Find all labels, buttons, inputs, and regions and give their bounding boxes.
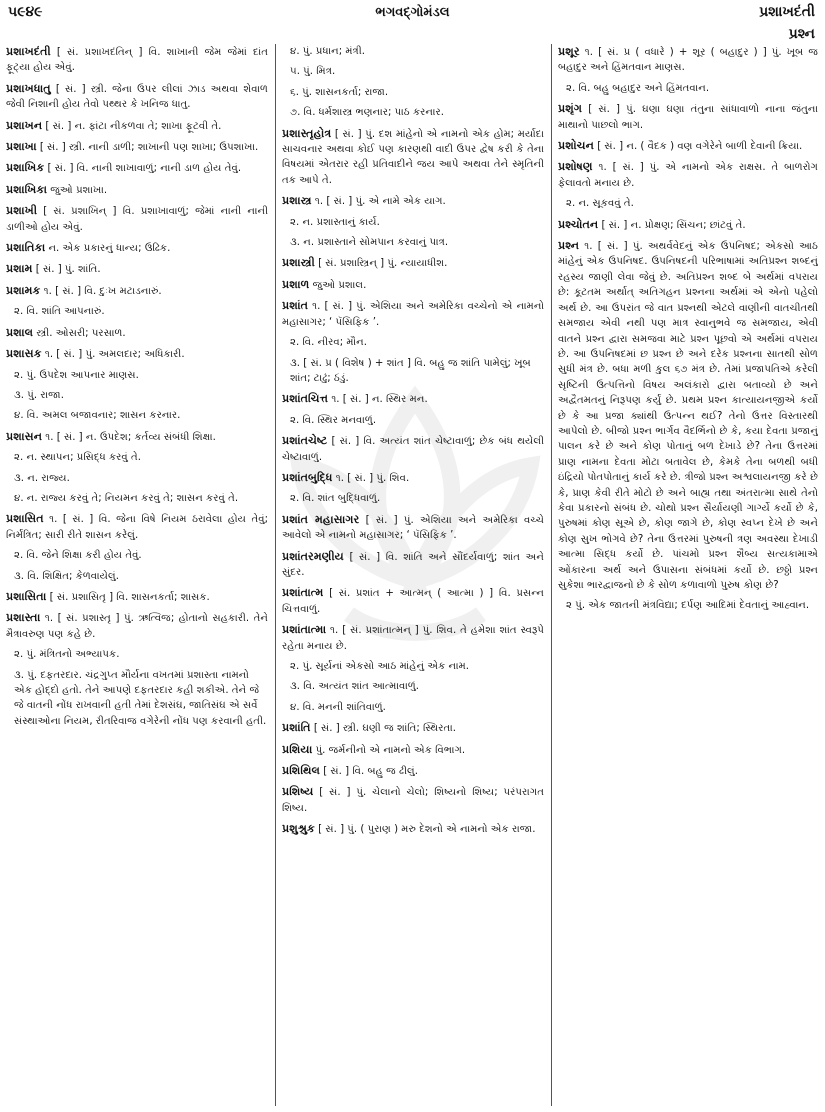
dictionary-entry xyxy=(558,238,818,593)
dictionary-entry xyxy=(282,255,544,271)
definition-text: ૧. [ સં. ] વિ. દુઃખ મટાડનારું. xyxy=(40,285,162,297)
definition-text: [ સં. ] સ્ત્રી. ઘણી જ શાંતિ; સ્થિરતા. xyxy=(310,723,456,735)
definition-text: [ સં. ] પું. ( પુરાણ ) મરુ દેશનો એ નામનો એક રાજા. xyxy=(314,824,536,836)
headword: પ્રશ્ચોતન xyxy=(558,217,599,231)
sub-sense: ૩. પું. દફતરદાર. ચંદ્રગુપ્ત મૌર્યના વખતમાં પ્રશાસ્તા નામનો એક હોદ્દો હતો. તેને આપણે દફતરદાર કહી શકીએ. તેને જે જે વાતની નોંધ રાખવાની હતી તેમાં દેશસંઘ, જાતિસંઘ એ સર્વે સંસ્થાઓના નિયમ, રીતરિવાજ વગેરેની નોંધ પણ કરવાની હતી. xyxy=(14,669,267,727)
dictionary-entry xyxy=(6,261,268,277)
dictionary-entry xyxy=(6,283,268,299)
definition-text: જુઓ પ્રશાલ. xyxy=(309,279,367,291)
headword: પ્રશાસ્તા xyxy=(6,611,41,625)
dictionary-entry xyxy=(6,81,268,113)
headword: પ્રશાસિતા xyxy=(6,589,47,603)
definition-text: [ સં. પ્રશાખિન્ ] વિ. પ્રશાખાવાળું; જેમાં નાની નાની ડાળીઓ હોય એવું. xyxy=(6,206,268,233)
sub-sense: ૨. ન. સ્થાપન; પ્રસિદ્ધ કરવું તે. xyxy=(14,452,141,464)
headword: પ્રશાખધાતુ xyxy=(6,81,51,95)
guide-word-end: પ્રશ્ન xyxy=(788,26,815,42)
definition-text: [ સં. પ્રશાખદંતિન્ ] વિ. શાખાની જેમ જેમાં દાંત ફૂટ્યા હોય એવું. xyxy=(6,47,268,74)
headword: પ્રશૃંગ xyxy=(558,102,583,116)
dictionary-entry xyxy=(6,589,268,605)
definition-text: [ સં. ] પું. શાંતિ. xyxy=(32,264,101,276)
dictionary-entry xyxy=(282,277,544,293)
headword: પ્રશાંતચિત્ત xyxy=(282,392,329,406)
sub-sense: ૬. પું. શાસનકર્તા; રાજા. xyxy=(290,86,389,98)
headword: પ્રશિષ્ય xyxy=(282,785,314,799)
headword: પ્રશાલ xyxy=(6,325,34,339)
definition-text: [ સં. ] વિ. અત્યંત શાંત ચેષ્ટાવાળું; છેક બંધ થયેલી ચેષ્ટાવાળું. xyxy=(282,436,544,463)
dictionary-column-2 xyxy=(282,44,544,1108)
dictionary-entry xyxy=(282,622,544,654)
sub-sense: ૩. ન. પ્રશાસ્તાને સોમપાન કરવાનું પાત્ર. xyxy=(290,237,449,249)
definition-text: ૧. [ સં. ] પું. એ નામનો એક રાક્ષસ. તે બાળરોગ ફેલાવતો મનાય છે. xyxy=(558,162,818,189)
headword: પ્રશાસિત xyxy=(6,512,44,526)
definition-text: જુઓ પ્રશાખા. xyxy=(47,184,108,196)
page-number: ૫૯૪૯ xyxy=(8,4,43,20)
headword: પ્રશાંતાત્મ xyxy=(282,586,324,600)
dictionary-entry xyxy=(282,742,544,758)
headword: પ્રશાંત મહાસાગર xyxy=(282,512,360,526)
definition-text: ૧. [ સં. ] પું. શિવ. xyxy=(332,472,410,484)
headword: પ્રશિથિલ xyxy=(282,764,320,778)
dictionary-entry xyxy=(282,720,544,736)
definition-text: ૧. [ સં. ] પું. એશિયા અને અમેરિકા વચ્ચેનો એ નામનો મહાસાગર; ‘ પૅસિફિક ’. xyxy=(282,301,544,328)
dictionary-entry xyxy=(282,585,544,617)
column-divider xyxy=(551,44,552,1106)
headword: પ્રશાંતરમણીય xyxy=(282,549,344,563)
guide-word-start: પ્રશાખદંતી xyxy=(759,4,815,20)
definition-text: [ સં. ] ન. ફાંટા નીકળવા તે; શાખા ફૂટવી તે. xyxy=(42,120,222,132)
dictionary-entry xyxy=(282,193,544,209)
definition-text: ૧. [ સં. પ્રશાંતાત્મન્ ] પું. શિવ. તે હમેશા શાંત સ્વરૂપે રહેતા મનાય છે. xyxy=(282,625,544,652)
headword: પ્રશાસન xyxy=(6,429,43,443)
headword: પ્રશામક xyxy=(6,283,41,297)
sub-sense: ૪. ન. રાજ્ય કરવું તે; નિયમન કરવું તે; શાસન કરવું તે. xyxy=(14,492,239,504)
sub-sense: ૨ પું. એક જાતની મંત્રવિદ્યા; દર્પણ આદિમાં દેવતાનું આહ્વાન. xyxy=(566,600,810,612)
definition-text: [ સં. ] ન. પ્રોક્ષણ; સિંચન; છાંટવું તે. xyxy=(598,219,746,231)
definition-text: પું. જર્મનીનો એ નામનો એક વિભાગ. xyxy=(312,744,466,756)
sub-sense: ૩. ન. રાજ્ય. xyxy=(14,472,70,484)
dictionary-entry xyxy=(6,346,268,362)
dictionary-entry xyxy=(6,182,268,198)
definition-text: [ સં. ] વિ. નાની શાખાવાળું; નાની ડાળ હોય તેવું. xyxy=(44,163,242,175)
definition-text: [ સં. ] સ્ત્રી. જેના ઉપર લીલાં ઝાડ અથવા શેવાળ જેવી નિશાની હોય તેવો પથ્થર કે ખનિજ ધાતુ. xyxy=(6,83,268,111)
sub-sense: ૫. પું. મિત્ર. xyxy=(290,66,336,78)
dictionary-entry xyxy=(282,549,544,581)
headword: પ્રશાસક xyxy=(6,347,42,361)
definition-text: ૧. [ સં. ] ન. ઉપદેશ; કર્તવ્ય સંબંધી શિક્ષા. xyxy=(42,431,216,443)
definition-text: [ સં. ] પું. એશિયા અને અમેરિકા વચ્ચે આવેલો એ નામનો મહાસાગર; ‘ પૅસિફિક ’. xyxy=(282,514,544,542)
dictionary-entry xyxy=(6,44,268,76)
headword: પ્રશાંતાત્મા xyxy=(282,623,327,637)
definition-text: ૧. [ સં. ] વિ. જેના વિષે નિયમ ઠરાવેલા હોય તેવું; નિર્મંત્રિત; સારી રીતે શાસન કરેલું. xyxy=(6,514,268,541)
definition-text: [ સં. પ્રશાસ્ત્રિન્ ] પું. ન્યાયાધીશ. xyxy=(314,258,448,270)
headword: પ્રશૂર xyxy=(558,45,580,58)
sub-sense: ૨. ન. સૂકવવું તે. xyxy=(566,198,634,210)
sub-sense: ૨. વિ. સ્થિર મનવાળું. xyxy=(290,414,377,426)
dictionary-column-3 xyxy=(558,44,818,1108)
headword: પ્રશ્ન xyxy=(558,239,580,253)
definition-text: ૧. [ સં. ] પું. એ નામે એક યાગ. xyxy=(311,196,446,208)
headword: પ્રશાંતબુદ્ધિ xyxy=(282,470,333,484)
sub-sense: ૨. વિ. શાંતિ આપનારું. xyxy=(14,306,105,318)
dictionary-entry xyxy=(282,391,544,407)
definition-text: [ સં. ] ન. ( વૈદક ) વણ વગેરેને બાળી દેવાની ક્રિયા. xyxy=(593,141,803,153)
definition-text: [ સં. પ્રશાસિતૃ ] વિ. શાસનકર્તા; શાસક. xyxy=(46,591,210,603)
definition-text: [ સં. ] સ્ત્રી. નાની ડાળી; શાખાની પણ શાખા; ઉપશાખા. xyxy=(36,142,259,154)
sub-sense: ૩. વિ. શિક્ષિત; કેળવાયેલું. xyxy=(14,570,119,582)
dictionary-entry xyxy=(6,610,268,642)
headword: પ્રશાસ્ત્ર xyxy=(282,194,312,208)
dictionary-entry xyxy=(6,139,268,155)
definition-text: [ સં. ] પું. ઘણા ઘણા તંતુના સાંધાવાળો નાના જંતુના માથાનો પાછલો ભાગ. xyxy=(558,104,818,131)
headword: પ્રશાખિકા xyxy=(6,182,47,196)
headword: પ્રશાખા xyxy=(6,140,37,154)
headword: પ્રશાખી xyxy=(6,204,38,218)
definition-text: ન. એક પ્રકારનું ધાન્ય; ઉઢિક. xyxy=(45,243,171,255)
definition-text: [ સં. ] પું. દશ માંહેનો એ નામનો એક હોમ; મર્યાદા સાચવનાર અથવા કોઈ પણ કારણથી વાદી ઉપર દ્વેષ કરી કે તેના વિષયમાં એતરાર રહી પ્રતિવાદીને જય આપે અથવા તેને સ્મૃતિની તક આપે તે. xyxy=(282,128,544,186)
headword: પ્રશિયા xyxy=(282,742,313,756)
sub-sense: ૪. વિ. મનની શાંતિવાળું. xyxy=(290,701,386,713)
sub-sense: ૩. [ સં. પ્ર ( વિશેષ ) + શાંત ] વિ. બહુ જ શાંતિ પામેલું; ખૂબ શાંત; ટાઢું; ઠંડું. xyxy=(290,357,531,384)
dictionary-entry xyxy=(282,821,544,837)
dictionary-entry xyxy=(282,470,544,486)
dictionary-entry xyxy=(282,298,544,330)
dictionary-entry xyxy=(6,160,268,176)
headword: પ્રશોષણ xyxy=(558,160,593,174)
dictionary-entry xyxy=(6,203,268,235)
dictionary-entry xyxy=(6,429,268,445)
dictionary-entry xyxy=(558,159,818,191)
headword: પ્રશાખન xyxy=(6,118,43,132)
headword: પ્રશાંતચેષ્ટ xyxy=(282,434,328,448)
column-divider xyxy=(275,44,276,1106)
headword: પ્રશુશ્રુક xyxy=(282,822,315,836)
headword: પ્રશામ xyxy=(6,262,33,276)
definition-text: [ સં. ] વિ. શાંતિ અને સૌંદર્યવાળું; શાંત અને સુંદર. xyxy=(282,551,544,578)
dictionary-entry xyxy=(6,118,268,134)
dictionary-entry xyxy=(282,126,544,189)
sub-sense: ૭. વિ. ધર્મશાસ્ત્ર ભણનાર; પાઠ કરનાર. xyxy=(290,107,444,119)
sub-sense: ૨. પું. સૂર્યનાં એકસો આઠ માંહેનું એક નામ. xyxy=(290,661,470,672)
dictionary-entry xyxy=(6,240,268,256)
headword: પ્રશાંતિ xyxy=(282,721,311,735)
headword: પ્રશાખદંતી xyxy=(6,45,51,58)
headword: પ્રશાંત xyxy=(282,299,309,313)
definition-text: ૧. [ સં. ] પું. અથર્વવેદનું એક ઉપનિષદ; એકસો આઠ માંહેનું એક ઉપનિષદ. ઉપનિષદની પરિભાષામાં અતિપ્રશ્ન શબ્દનું રહસ્ય જાણી લેવા જેવું છે. અતિપ્રશ્ન શબ્દ બે અર્થમાં વપરાય છે: કૂટતમ અર્થાત્ અતિગહન પ્રશ્નના અર્થમાં એ એનો પહેલો અર્થ છે. આ ઉપરાંત જે વાત પ્રશ્નથી એટલે વાણીની વાતચીતથી સમજાય એવી નથી પણ માત્ર સ્વાનુભવે જ સમજાય, એવી વાતને પ્રશ્ન દ્વારા સમજવા માટે પ્રશ્ન પૂછવો એ અર્થમાં વપરાય છે. આ ઉપનિષદમાં છ પ્રશ્ન છે અને દરેક પ્રશ્નના સાતથી સોળ સુધી મંત્ર છે. બધા મળી કુલ ૬૭ મંત્ર છે. તેમાં પ્રજાપતિએ કરેલી સૃષ્ટિની ઉત્પત્તિનો વિષય અલંકારો દ્વારા બતાવ્યો છે અને અદ્વૈતમતનું નિરૂપણ કર્યું છે. પ્રથમ પ્રશ્ન કાત્યાયનજીએ કર્યો છે કે આ પ્રજા ક્યાંથી ઉત્પન્ન થઈ? તેનો ઉત્તર વિસ્તારથી આપેલો છે. બીજો પ્રશ્ન ભાર્ગવ વૈદર્ભિનો છે કે, કયા દેવતા પ્રજાનું પાલન કરે છે અને કોણ પોતાનું બળ દેખાડે છે? તેના ઉત્તરમાં પ્રાણ નામના દેવતા મોટા બતાવેલ છે, કેમકે તેના બળથી બધી ઇંદ્રિયો પોતપોતાનું કાર્ય કરે છે. ત્રીજો પ્રશ્ન અશ્વલાયનજી કરે છે કે, પ્રાણ કેવી રીતે મોટો છે અને બાહ્ય તથા અંતરાત્મા સાથે તેનો કેવા પ્રકારનો સંબંધ છે. ચોથો પ્રશ્ન સૈર્યાયણી ગાર્ગ્યે કર્યો છે કે, પુરુષમાં કોણ સૂએ છે, કોણ જાગે છે, કોણ સ્વપ્ન દેખે છે અને કોણ સુખ ભોગવે છે? તેના ઉત્તરમાં પુરુષની ત્રણ અવસ્થા દેખાડી આત્મા સિદ્ધ કર્યો છે. પાંચમો પ્રશ્ન શૈબ્ય સત્યકામાએ ઓંકારના અર્થ અને ઉપાસના સંબંધમાં કર્યો છે. છઠ્ઠો પ્રશ્ન સુકેશા ભારદ્વાજનો છે કે સોળ કળાવાળો પુરુષ કોણ છે? xyxy=(558,241,818,591)
book-title: ભગવદ્ગોમંડલ xyxy=(375,5,450,20)
dictionary-entry xyxy=(6,325,268,341)
headword: પ્રશાખિક xyxy=(6,161,45,175)
sub-sense: ૩. વિ. અત્યંત શાંત આત્માવાળું. xyxy=(290,681,420,693)
sub-sense: ૨. વિ. નીરવ; મૌન. xyxy=(290,337,368,349)
headword: પ્રશોચન xyxy=(558,139,594,153)
definition-text: ૧. [ સં. પ્રશાસ્તૃ ] પું. ઋત્વિજ; હોતાનો સહકારી. તેને મૈત્રાવરુણ પણ કહે છે. xyxy=(6,613,268,640)
dictionary-column-1 xyxy=(6,44,268,1108)
dictionary-entry xyxy=(282,784,544,816)
definition-text: [ સં. પ્રશાંત + આત્મન્ ( આત્મા ) ] વિ. પ્રસન્ન ચિત્તવાળું. xyxy=(282,588,544,615)
dictionary-entry xyxy=(282,512,544,544)
definition-text: સ્ત્રી. ઓસરી; પરસાળ. xyxy=(33,327,126,339)
definition-text: ૧. [ સં. ] ન. સ્થિર મન. xyxy=(328,394,428,406)
dictionary-entry xyxy=(558,138,818,154)
dictionary-entry xyxy=(6,511,268,543)
sub-sense: ૪. વિ. અમલ બજાવનાર; શાસન કરનાર. xyxy=(14,410,181,422)
sub-sense: ૨. વિ. શાંત બુદ્ધિવાળું. xyxy=(290,493,381,505)
sub-sense: ૨. ન. પ્રશાસ્તાનું કાર્ય. xyxy=(290,216,380,228)
sub-sense: ૩. પું. રાજા. xyxy=(14,389,64,401)
definition-text: ૧. [ સં. ] પું. અમલદાર; અધિકારી. xyxy=(41,349,185,361)
definition-text: [ સં. ] પું. ચેલાનો ચેલો; શિષ્યનો શિષ્ય; પરંપરાગત શિષ્ય. xyxy=(282,787,544,814)
dictionary-entry xyxy=(282,433,544,465)
sub-sense: ૨. વિ. જેને શિક્ષા કરી હોય તેવું. xyxy=(14,550,142,562)
dictionary-entry xyxy=(558,101,818,133)
page-header xyxy=(0,0,825,46)
headword: પ્રશાસ્ત્રી xyxy=(282,256,315,270)
headword: પ્રશાતિકા xyxy=(6,241,46,255)
sub-sense: ૨. વિ. બહુ બહાદુર અને હિંમતવાન. xyxy=(566,82,710,94)
definition-text: [ સં. ] વિ. બહુ જ ઢીલું. xyxy=(319,766,418,778)
sub-sense: ૨. પું. મંત્રિતનો અભ્યાપક. xyxy=(14,649,120,661)
dictionary-entry xyxy=(558,217,818,233)
dictionary-entry xyxy=(282,763,544,779)
headword: પ્રશાસ્તૃહોત્ર xyxy=(282,126,332,140)
headword: પ્રશાળ xyxy=(282,277,310,291)
dictionary-entry xyxy=(558,44,818,76)
definition-text: ૧. [ સં. પ્ર ( વધારે ) + શૂર ( બહાદુર ) ] પું. ખૂબ જ બહાદુર અને હિંમતવાન માણસ. xyxy=(558,47,818,74)
sub-sense: ૪. પું. પ્રધાન; મંત્રી. xyxy=(290,46,365,57)
sub-sense: ૨. પું. ઉપદેશ આપનાર માણસ. xyxy=(14,369,139,381)
